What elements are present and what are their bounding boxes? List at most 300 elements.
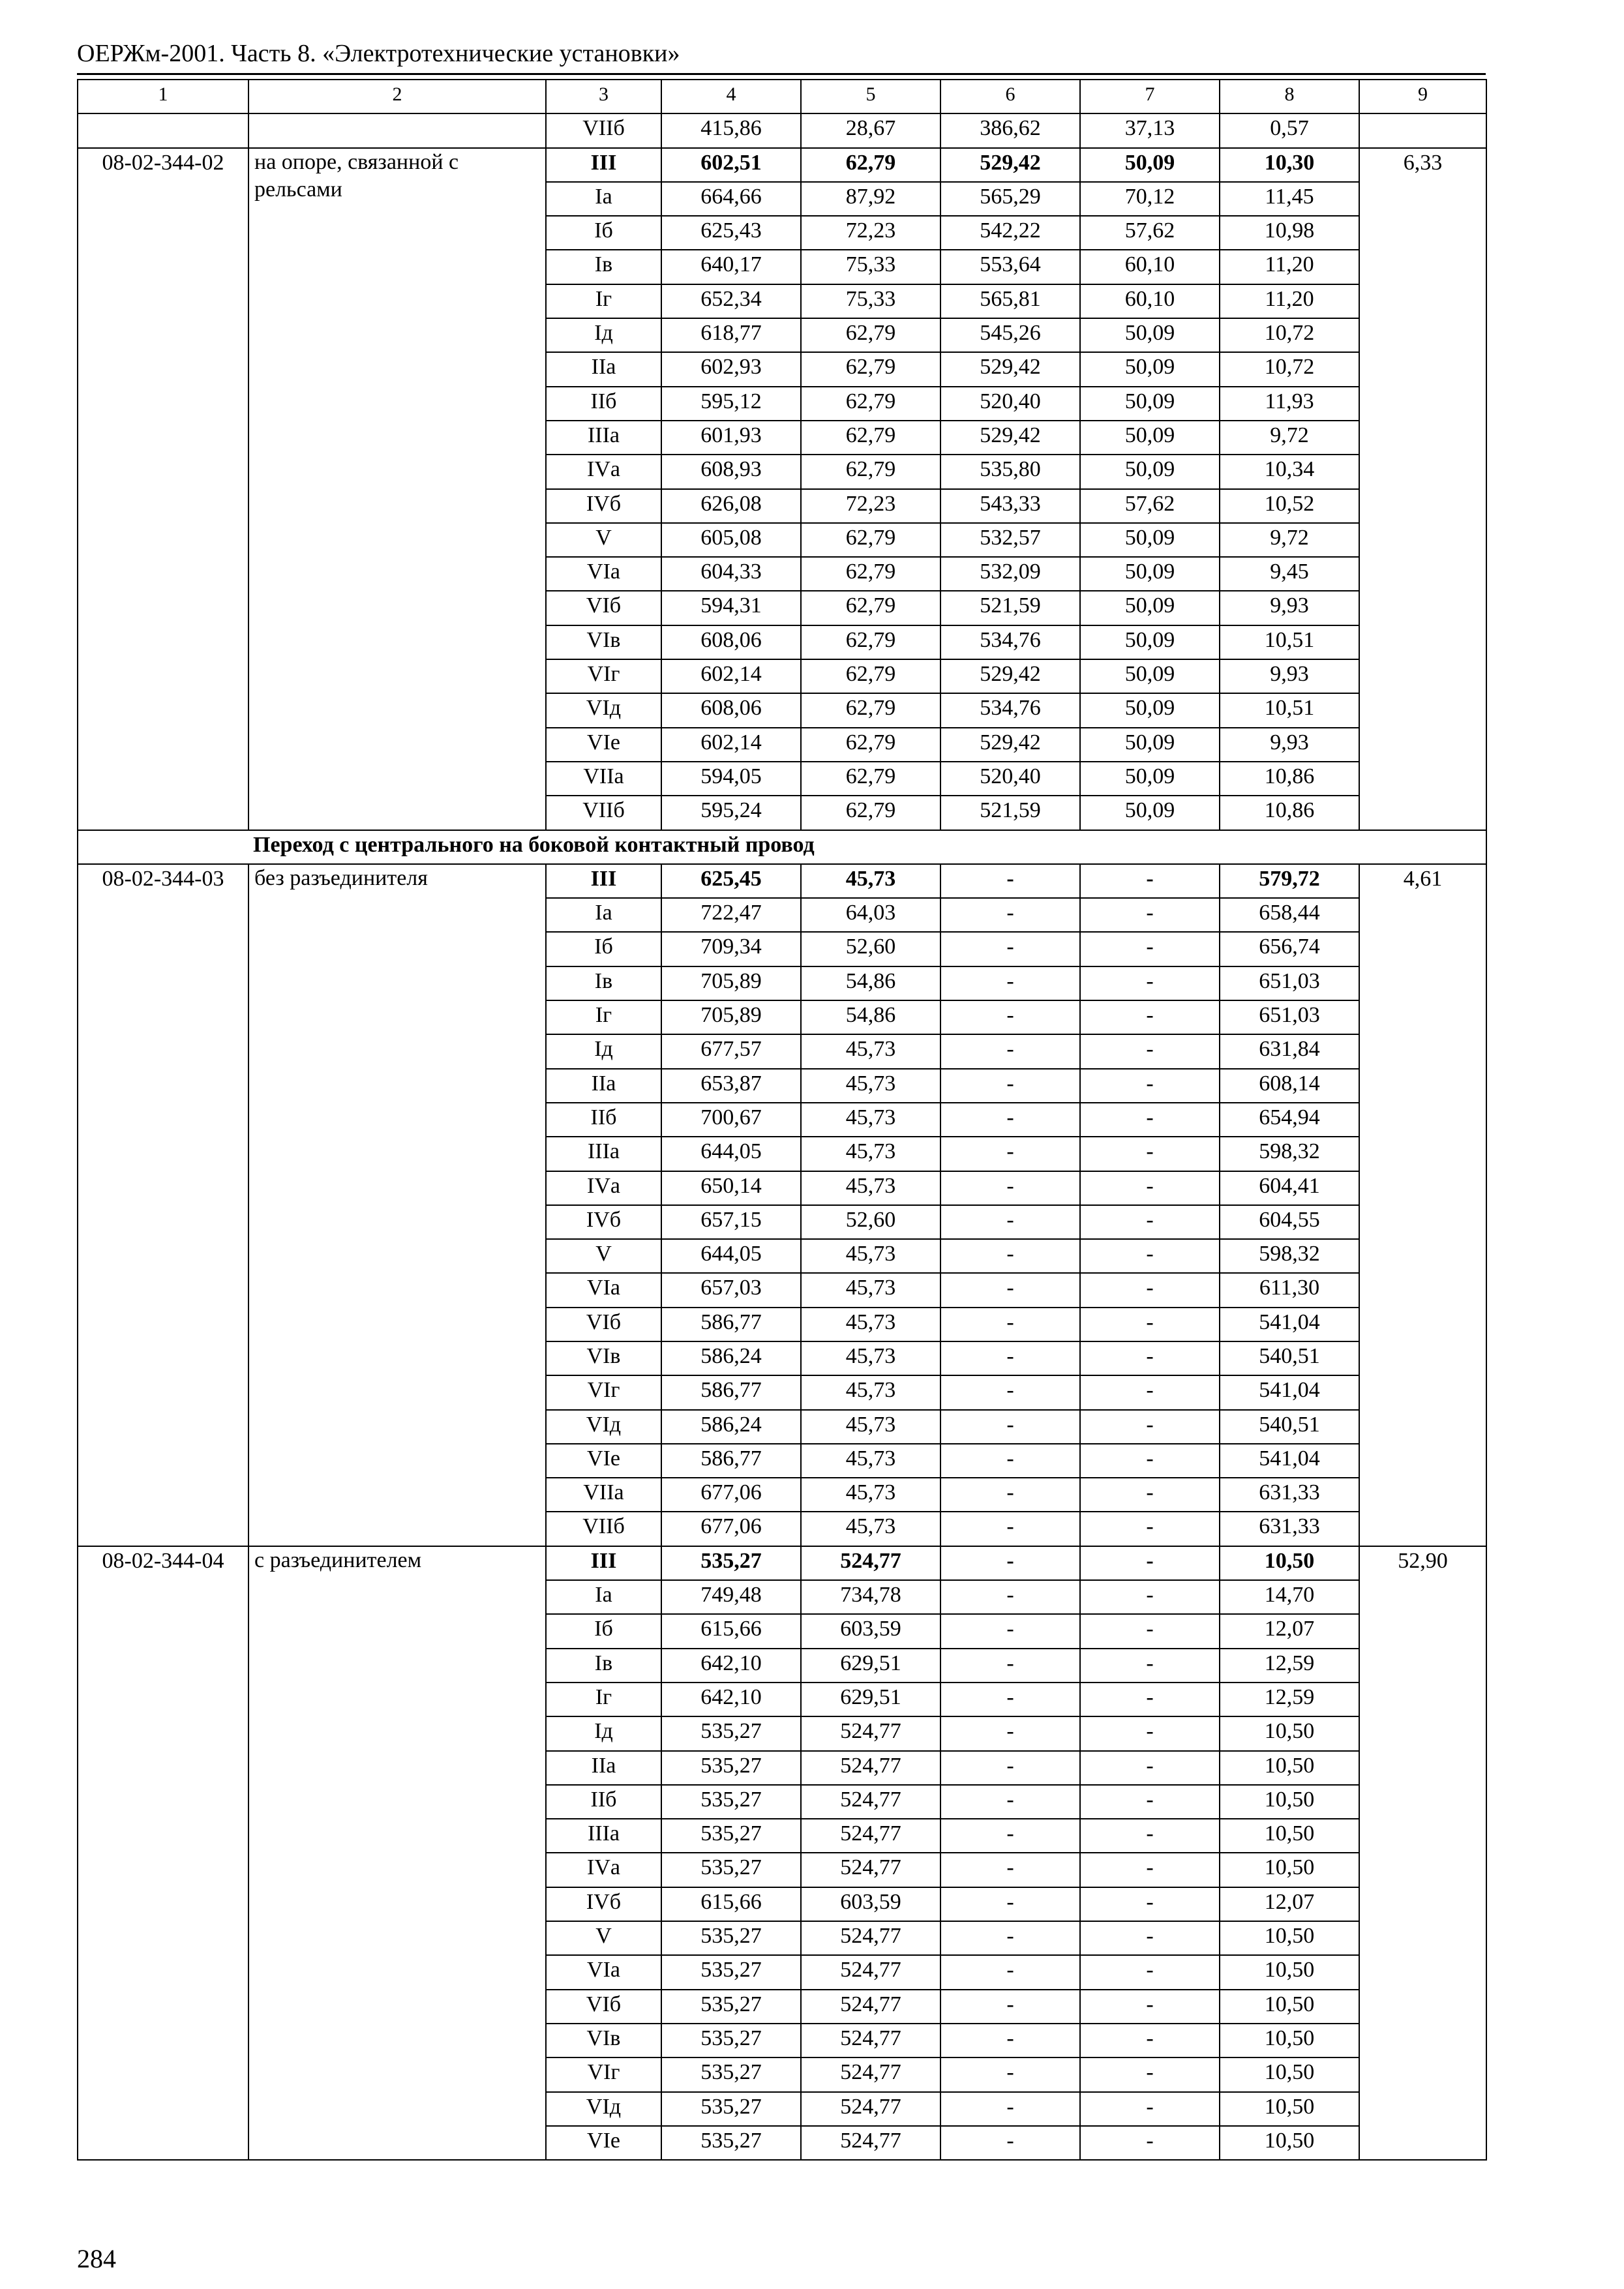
value-cell: 520,40 [940, 762, 1080, 796]
value-cell: 535,27 [661, 1921, 801, 1955]
value-cell: 652,34 [661, 284, 801, 318]
value-cell: - [940, 1580, 1080, 1614]
extra-cell [1359, 113, 1486, 147]
value-cell: 521,59 [940, 796, 1080, 830]
value-cell: 10,50 [1220, 1716, 1359, 1750]
value-cell: - [940, 1273, 1080, 1307]
value-cell: - [1080, 1683, 1220, 1716]
value-cell: 45,73 [801, 1478, 940, 1512]
value-cell: 705,89 [661, 966, 801, 1000]
value-cell: Iг [546, 1000, 661, 1034]
value-cell: - [1080, 1955, 1220, 1989]
code-cell [78, 113, 248, 147]
value-cell: 57,62 [1080, 489, 1220, 523]
column-number: 7 [1080, 80, 1220, 113]
value-cell: - [940, 1478, 1080, 1512]
value-cell: 524,77 [801, 1955, 940, 1989]
value-cell: 545,26 [940, 318, 1080, 352]
value-cell: 60,10 [1080, 284, 1220, 318]
column-number: 6 [940, 80, 1080, 113]
value-cell: Iб [546, 932, 661, 966]
value-cell: - [940, 1512, 1080, 1546]
value-cell: 520,40 [940, 387, 1080, 421]
value-cell: - [1080, 932, 1220, 966]
value-cell: IVа [546, 1171, 661, 1205]
value-cell: - [1080, 966, 1220, 1000]
value-cell: 524,77 [801, 1546, 940, 1580]
value-cell: 45,73 [801, 1410, 940, 1444]
value-cell: 615,66 [661, 1887, 801, 1921]
value-cell: 62,79 [801, 352, 940, 386]
value-cell: - [1080, 2024, 1220, 2057]
value-cell: 586,77 [661, 1444, 801, 1478]
value-cell: 615,66 [661, 1614, 801, 1648]
value-cell: 644,05 [661, 1239, 801, 1273]
value-cell: - [1080, 1034, 1220, 1068]
value-cell: 603,59 [801, 1887, 940, 1921]
value-cell: 524,77 [801, 1990, 940, 2024]
value-cell: 565,29 [940, 182, 1080, 216]
value-cell: 524,77 [801, 1785, 940, 1819]
value-cell: 594,31 [661, 591, 801, 625]
value-cell: VIIа [546, 1478, 661, 1512]
value-cell: 10,30 [1220, 148, 1359, 182]
value-cell: 10,72 [1220, 352, 1359, 386]
value-cell: 535,27 [661, 1955, 801, 1989]
value-cell: Iд [546, 318, 661, 352]
value-cell: - [940, 1341, 1080, 1375]
value-cell: - [1080, 1887, 1220, 1921]
value-cell: 631,33 [1220, 1478, 1359, 1512]
value-cell: 50,09 [1080, 523, 1220, 557]
value-cell: - [1080, 1069, 1220, 1103]
section-row [78, 830, 1486, 864]
value-cell: 524,77 [801, 2057, 940, 2091]
name-cell: без разъединителя [248, 864, 546, 1546]
rates-table [77, 79, 1487, 2161]
value-cell: 604,41 [1220, 1171, 1359, 1205]
value-cell: 50,09 [1080, 421, 1220, 455]
value-cell: 524,77 [801, 1751, 940, 1785]
value-cell: VIг [546, 659, 661, 693]
value-cell: 532,09 [940, 557, 1080, 591]
value-cell: V [546, 1921, 661, 1955]
value-cell: - [1080, 1649, 1220, 1683]
value-cell: 50,09 [1080, 796, 1220, 830]
value-cell: 657,15 [661, 1205, 801, 1239]
value-cell: 75,33 [801, 284, 940, 318]
value-cell: - [1080, 1103, 1220, 1137]
value-cell: 415,86 [661, 113, 801, 147]
value-cell: 37,13 [1080, 113, 1220, 147]
value-cell: VIв [546, 625, 661, 659]
value-cell: 50,09 [1080, 352, 1220, 386]
value-cell: 535,27 [661, 2024, 801, 2057]
column-number: 4 [661, 80, 801, 113]
value-cell: 45,73 [801, 1034, 940, 1068]
value-cell: - [940, 1649, 1080, 1683]
value-cell: 45,73 [801, 1341, 940, 1375]
value-cell: - [940, 1990, 1080, 2024]
value-cell: - [1080, 1853, 1220, 1887]
value-cell: 677,06 [661, 1512, 801, 1546]
code-cell: 08-02-344-04 [78, 1546, 248, 2160]
value-cell: - [940, 1819, 1080, 1853]
value-cell: 45,73 [801, 1375, 940, 1409]
value-cell: 543,33 [940, 489, 1080, 523]
table-row [78, 864, 1486, 898]
value-cell: - [1080, 1444, 1220, 1478]
value-cell: 535,27 [661, 1785, 801, 1819]
value-cell: 9,93 [1220, 728, 1359, 762]
value-cell: - [1080, 1308, 1220, 1341]
value-cell: - [940, 1614, 1080, 1648]
value-cell: - [1080, 1273, 1220, 1307]
value-cell: 524,77 [801, 2126, 940, 2160]
value-cell: 11,93 [1220, 387, 1359, 421]
value-cell: 529,42 [940, 421, 1080, 455]
value-cell: 535,27 [661, 2092, 801, 2126]
value-cell: 644,05 [661, 1137, 801, 1171]
value-cell: Iг [546, 284, 661, 318]
value-cell: 651,03 [1220, 966, 1359, 1000]
value-cell: - [1080, 1580, 1220, 1614]
value-cell: - [940, 1955, 1080, 1989]
value-cell: 608,06 [661, 693, 801, 727]
value-cell: VIIб [546, 1512, 661, 1546]
value-cell: 540,51 [1220, 1410, 1359, 1444]
value-cell: - [940, 1103, 1080, 1137]
value-cell: 45,73 [801, 1512, 940, 1546]
value-cell: 12,59 [1220, 1683, 1359, 1716]
value-cell: 586,77 [661, 1375, 801, 1409]
value-cell: - [940, 2024, 1080, 2057]
value-cell: Iб [546, 1614, 661, 1648]
value-cell: 709,34 [661, 932, 801, 966]
value-cell: 54,86 [801, 966, 940, 1000]
value-cell: VIа [546, 1273, 661, 1307]
value-cell: VIб [546, 591, 661, 625]
value-cell: VIIб [546, 113, 661, 147]
value-cell: 10,50 [1220, 1921, 1359, 1955]
value-cell: - [940, 1785, 1080, 1819]
value-cell: - [1080, 1341, 1220, 1375]
value-cell: 579,72 [1220, 864, 1359, 898]
value-cell: 595,24 [661, 796, 801, 830]
value-cell: Iд [546, 1716, 661, 1750]
value-cell: 10,86 [1220, 762, 1359, 796]
value-cell: 9,72 [1220, 523, 1359, 557]
column-number: 8 [1220, 80, 1359, 113]
value-cell: IIа [546, 1069, 661, 1103]
value-cell: 529,42 [940, 352, 1080, 386]
value-cell: 54,86 [801, 1000, 940, 1034]
value-cell: 535,27 [661, 2126, 801, 2160]
code-cell: 08-02-344-02 [78, 148, 248, 830]
value-cell: 50,09 [1080, 455, 1220, 488]
value-cell: IVб [546, 489, 661, 523]
value-cell: 62,79 [801, 557, 940, 591]
value-cell: 535,27 [661, 1716, 801, 1750]
value-cell: 50,09 [1080, 693, 1220, 727]
extra-cell: 6,33 [1359, 148, 1486, 830]
value-cell: 50,09 [1080, 318, 1220, 352]
column-number-row [78, 80, 1486, 113]
value-cell: 598,32 [1220, 1239, 1359, 1273]
value-cell: 618,77 [661, 318, 801, 352]
value-cell: - [940, 1308, 1080, 1341]
value-cell: 734,78 [801, 1580, 940, 1614]
value-cell: VIе [546, 2126, 661, 2160]
value-cell: - [940, 864, 1080, 898]
value-cell: 50,09 [1080, 625, 1220, 659]
value-cell: 611,30 [1220, 1273, 1359, 1307]
value-cell: - [1080, 1410, 1220, 1444]
column-number: 1 [78, 80, 248, 113]
value-cell: - [1080, 1137, 1220, 1171]
value-cell: 10,50 [1220, 1546, 1359, 1580]
value-cell: 52,60 [801, 932, 940, 966]
value-cell: 70,12 [1080, 182, 1220, 216]
value-cell: 45,73 [801, 864, 940, 898]
value-cell: VIд [546, 1410, 661, 1444]
column-number: 2 [248, 80, 546, 113]
value-cell: VIг [546, 1375, 661, 1409]
value-cell: 87,92 [801, 182, 940, 216]
value-cell: 60,10 [1080, 250, 1220, 284]
value-cell: 62,79 [801, 625, 940, 659]
value-cell: - [1080, 898, 1220, 932]
value-cell: VIг [546, 2057, 661, 2091]
value-cell: - [940, 966, 1080, 1000]
value-cell: 524,77 [801, 2024, 940, 2057]
value-cell: IIа [546, 352, 661, 386]
value-cell: 50,09 [1080, 728, 1220, 762]
value-cell: - [1080, 1239, 1220, 1273]
value-cell: 586,77 [661, 1308, 801, 1341]
value-cell: - [940, 1069, 1080, 1103]
value-cell: - [1080, 1990, 1220, 2024]
value-cell: 604,33 [661, 557, 801, 591]
value-cell: 524,77 [801, 1716, 940, 1750]
value-cell: VIд [546, 693, 661, 727]
value-cell: IIIа [546, 421, 661, 455]
value-cell: 654,94 [1220, 1103, 1359, 1137]
value-cell: 625,45 [661, 864, 801, 898]
value-cell: 535,27 [661, 2057, 801, 2091]
value-cell: 640,17 [661, 250, 801, 284]
value-cell: 677,57 [661, 1034, 801, 1068]
value-cell: IVа [546, 455, 661, 488]
value-cell: - [1080, 1546, 1220, 1580]
value-cell: - [1080, 864, 1220, 898]
value-cell: 602,93 [661, 352, 801, 386]
value-cell: III [546, 1546, 661, 1580]
value-cell: IIа [546, 1751, 661, 1785]
value-cell: - [940, 1444, 1080, 1478]
value-cell: - [940, 1239, 1080, 1273]
value-cell: 656,74 [1220, 932, 1359, 966]
value-cell: 62,79 [801, 796, 940, 830]
value-cell: 10,50 [1220, 2126, 1359, 2160]
value-cell: - [1080, 1000, 1220, 1034]
value-cell: 705,89 [661, 1000, 801, 1034]
value-cell: 10,50 [1220, 1990, 1359, 2024]
value-cell: 542,22 [940, 216, 1080, 250]
value-cell: 64,03 [801, 898, 940, 932]
value-cell: 626,08 [661, 489, 801, 523]
value-cell: - [940, 1137, 1080, 1171]
value-cell: 50,09 [1080, 387, 1220, 421]
value-cell: 9,93 [1220, 591, 1359, 625]
value-cell: 658,44 [1220, 898, 1359, 932]
value-cell: 529,42 [940, 659, 1080, 693]
value-cell: VIа [546, 557, 661, 591]
value-cell: VIв [546, 2024, 661, 2057]
value-cell: 534,76 [940, 625, 1080, 659]
value-cell: 10,72 [1220, 318, 1359, 352]
value-cell: - [1080, 1921, 1220, 1955]
value-cell: 586,24 [661, 1341, 801, 1375]
value-cell: 10,50 [1220, 1819, 1359, 1853]
value-cell: 10,34 [1220, 455, 1359, 488]
value-cell: Iв [546, 1649, 661, 1683]
value-cell: 50,09 [1080, 148, 1220, 182]
value-cell: 11,20 [1220, 250, 1359, 284]
value-cell: VIе [546, 728, 661, 762]
value-cell: 586,24 [661, 1410, 801, 1444]
value-cell: 529,42 [940, 148, 1080, 182]
value-cell: 642,10 [661, 1683, 801, 1716]
value-cell: 598,32 [1220, 1137, 1359, 1171]
value-cell: 10,50 [1220, 2057, 1359, 2091]
value-cell: 749,48 [661, 1580, 801, 1614]
value-cell: 45,73 [801, 1171, 940, 1205]
value-cell: VIб [546, 1308, 661, 1341]
value-cell: - [1080, 1512, 1220, 1546]
value-cell: 11,20 [1220, 284, 1359, 318]
value-cell: 604,55 [1220, 1205, 1359, 1239]
value-cell: 45,73 [801, 1273, 940, 1307]
value-cell: 9,45 [1220, 557, 1359, 591]
value-cell: 608,14 [1220, 1069, 1359, 1103]
value-cell: VIд [546, 2092, 661, 2126]
value-cell: 601,93 [661, 421, 801, 455]
value-cell: - [1080, 1819, 1220, 1853]
value-cell: 50,09 [1080, 762, 1220, 796]
value-cell: 12,07 [1220, 1887, 1359, 1921]
value-cell: 9,93 [1220, 659, 1359, 693]
value-cell: 524,77 [801, 1819, 940, 1853]
column-number: 9 [1359, 80, 1486, 113]
value-cell: 386,62 [940, 113, 1080, 147]
value-cell: 10,50 [1220, 2024, 1359, 2057]
value-cell: 541,04 [1220, 1444, 1359, 1478]
value-cell: Iв [546, 250, 661, 284]
value-cell: Iв [546, 966, 661, 1000]
value-cell: 10,86 [1220, 796, 1359, 830]
value-cell: - [1080, 1716, 1220, 1750]
value-cell: V [546, 523, 661, 557]
value-cell: 10,98 [1220, 216, 1359, 250]
value-cell: - [1080, 1205, 1220, 1239]
value-cell: 677,06 [661, 1478, 801, 1512]
table-body [78, 80, 1486, 2160]
section-title: Переход с центрального на боковой контактный провод [78, 830, 1486, 864]
value-cell: 524,77 [801, 2092, 940, 2126]
value-cell: - [940, 1683, 1080, 1716]
value-cell: Iб [546, 216, 661, 250]
column-number: 3 [546, 80, 661, 113]
value-cell: 45,73 [801, 1444, 940, 1478]
value-cell: 594,05 [661, 762, 801, 796]
page-header: ОЕРЖм-2001. Часть 8. «Электротехнические установки» [77, 40, 680, 67]
value-cell: Iа [546, 898, 661, 932]
value-cell: IVб [546, 1205, 661, 1239]
value-cell: 10,50 [1220, 1853, 1359, 1887]
value-cell: 62,79 [801, 421, 940, 455]
value-cell: 10,50 [1220, 1955, 1359, 1989]
table-row [78, 1546, 1486, 1580]
value-cell: 62,79 [801, 693, 940, 727]
value-cell: - [940, 1887, 1080, 1921]
value-cell: 625,43 [661, 216, 801, 250]
value-cell: 12,59 [1220, 1649, 1359, 1683]
value-cell: 535,27 [661, 1819, 801, 1853]
value-cell: 10,50 [1220, 1785, 1359, 1819]
table-row [78, 148, 1486, 182]
value-cell: 608,93 [661, 455, 801, 488]
value-cell: Iа [546, 182, 661, 216]
value-cell: IVб [546, 1887, 661, 1921]
value-cell: 608,06 [661, 625, 801, 659]
value-cell: VIв [546, 1341, 661, 1375]
value-cell: VIе [546, 1444, 661, 1478]
value-cell: 45,73 [801, 1239, 940, 1273]
value-cell: 62,79 [801, 455, 940, 488]
value-cell: - [940, 1034, 1080, 1068]
value-cell: 45,73 [801, 1137, 940, 1171]
value-cell: 11,45 [1220, 182, 1359, 216]
value-cell: Iа [546, 1580, 661, 1614]
value-cell: - [940, 1853, 1080, 1887]
value-cell: 62,79 [801, 523, 940, 557]
value-cell: - [940, 1546, 1080, 1580]
column-number: 5 [801, 80, 940, 113]
value-cell: 14,70 [1220, 1580, 1359, 1614]
value-cell: Iд [546, 1034, 661, 1068]
value-cell: 595,12 [661, 387, 801, 421]
value-cell: - [940, 1410, 1080, 1444]
value-cell: - [1080, 2057, 1220, 2091]
value-cell: 10,50 [1220, 1751, 1359, 1785]
value-cell: 28,67 [801, 113, 940, 147]
value-cell: 629,51 [801, 1649, 940, 1683]
value-cell: 535,27 [661, 1546, 801, 1580]
value-cell: 541,04 [1220, 1375, 1359, 1409]
value-cell: IIб [546, 387, 661, 421]
value-cell: 535,80 [940, 455, 1080, 488]
value-cell: 10,51 [1220, 625, 1359, 659]
value-cell: 651,03 [1220, 1000, 1359, 1034]
value-cell: 657,03 [661, 1273, 801, 1307]
value-cell: 534,76 [940, 693, 1080, 727]
value-cell: 553,64 [940, 250, 1080, 284]
value-cell: - [940, 1000, 1080, 1034]
value-cell: VIб [546, 1990, 661, 2024]
value-cell: 540,51 [1220, 1341, 1359, 1375]
value-cell: - [940, 1375, 1080, 1409]
